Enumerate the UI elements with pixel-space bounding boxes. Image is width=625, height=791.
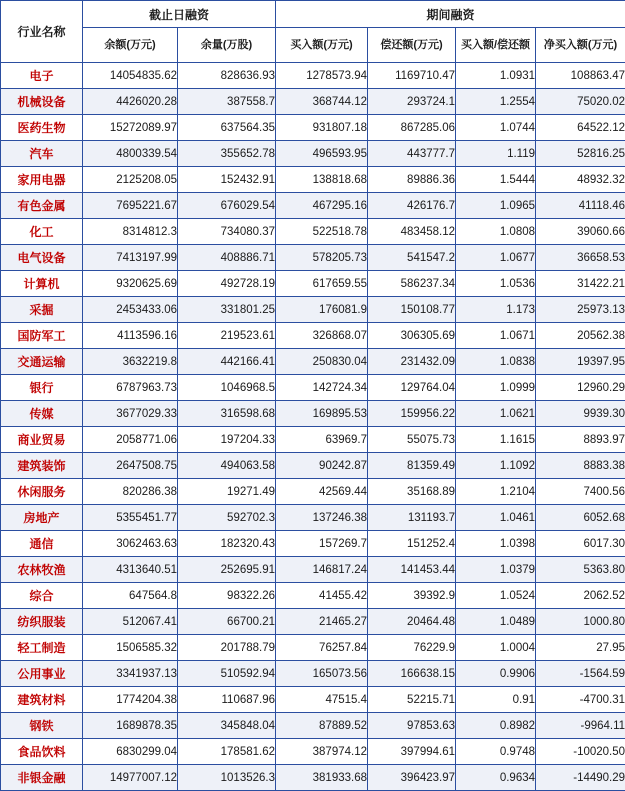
industry-name-cell: 银行 [1, 375, 83, 401]
industry-name-cell: 电气设备 [1, 245, 83, 271]
table-row [1, 193, 625, 219]
buy-repay-ratio-cell: 1.0536 [456, 271, 536, 297]
buy-amount-cell: 63969.7 [276, 427, 368, 453]
balance-wan-yuan-cell: 14054835.62 [83, 63, 178, 89]
table-row [1, 505, 625, 531]
repay-amount-cell: 151252.4 [368, 531, 456, 557]
balance-wan-yuan-cell: 4313640.51 [83, 557, 178, 583]
repay-amount-cell: 52215.71 [368, 687, 456, 713]
buy-amount-cell: 87889.52 [276, 713, 368, 739]
buy-repay-ratio-cell: 0.9634 [456, 765, 536, 791]
table-row [1, 479, 625, 505]
table-row [1, 427, 625, 453]
repay-amount-cell: 97853.63 [368, 713, 456, 739]
balance-wan-yuan-cell: 6830299.04 [83, 739, 178, 765]
table-row [1, 739, 625, 765]
industry-name-cell: 机械设备 [1, 89, 83, 115]
buy-amount-cell: 21465.27 [276, 609, 368, 635]
industry-name-cell: 商业贸易 [1, 427, 83, 453]
net-buy-amount-cell: 27.95 [536, 635, 625, 661]
net-buy-amount-cell: 2062.52 [536, 583, 625, 609]
table-row [1, 297, 625, 323]
balance-wan-yuan-cell: 4800339.54 [83, 141, 178, 167]
table-row [1, 349, 625, 375]
net-buy-amount-cell: 39060.66 [536, 219, 625, 245]
balance-wan-yuan-cell: 3341937.13 [83, 661, 178, 687]
table-row [1, 245, 625, 271]
buy-repay-ratio-cell: 1.1615 [456, 427, 536, 453]
buy-amount-cell: 138818.68 [276, 167, 368, 193]
industry-name-cell: 化工 [1, 219, 83, 245]
buy-amount-cell: 165073.56 [276, 661, 368, 687]
industry-name-cell: 通信 [1, 531, 83, 557]
industry-name-cell: 休闲服务 [1, 479, 83, 505]
industry-name-cell: 公用事业 [1, 661, 83, 687]
table-row [1, 453, 625, 479]
industry-name-cell: 建筑材料 [1, 687, 83, 713]
balance-wan-shares-cell: 510592.94 [178, 661, 276, 687]
table-row [1, 713, 625, 739]
balance-wan-yuan-cell: 15272089.97 [83, 115, 178, 141]
buy-repay-ratio-cell: 1.119 [456, 141, 536, 167]
table-row [1, 635, 625, 661]
industry-name-cell: 交通运输 [1, 349, 83, 375]
repay-amount-cell: 55075.73 [368, 427, 456, 453]
repay-amount-cell: 166638.15 [368, 661, 456, 687]
table-row [1, 219, 625, 245]
table-row [1, 167, 625, 193]
repay-amount-cell: 129764.04 [368, 375, 456, 401]
buy-amount-cell: 90242.87 [276, 453, 368, 479]
buy-repay-ratio-cell: 1.0677 [456, 245, 536, 271]
buy-repay-ratio-cell: 0.8982 [456, 713, 536, 739]
industry-name-cell: 有色金属 [1, 193, 83, 219]
buy-repay-ratio-cell: 1.0999 [456, 375, 536, 401]
balance-wan-yuan-cell: 2058771.06 [83, 427, 178, 453]
balance-wan-shares-cell: 355652.78 [178, 141, 276, 167]
balance-wan-shares-cell: 98322.26 [178, 583, 276, 609]
buy-amount-cell: 387974.12 [276, 739, 368, 765]
buy-repay-ratio-cell: 0.9906 [456, 661, 536, 687]
table-row [1, 687, 625, 713]
table-row [1, 765, 625, 791]
buy-repay-ratio-cell: 1.0004 [456, 635, 536, 661]
buy-amount-cell: 47515.4 [276, 687, 368, 713]
balance-wan-shares-cell: 331801.25 [178, 297, 276, 323]
repay-amount-cell: 159956.22 [368, 401, 456, 427]
net-buy-amount-cell: 75020.02 [536, 89, 625, 115]
industry-name-cell: 国防军工 [1, 323, 83, 349]
industry-name-cell: 医药生物 [1, 115, 83, 141]
repay-amount-cell: 76229.9 [368, 635, 456, 661]
industry-name-cell: 食品饮料 [1, 739, 83, 765]
buy-amount-cell: 169895.53 [276, 401, 368, 427]
buy-amount-cell: 522518.78 [276, 219, 368, 245]
table-row [1, 583, 625, 609]
net-buy-amount-cell: 6052.68 [536, 505, 625, 531]
buy-amount-cell: 326868.07 [276, 323, 368, 349]
header-balance-wan-shares: 余量(万股) [178, 28, 276, 63]
balance-wan-shares-cell: 66700.21 [178, 609, 276, 635]
buy-repay-ratio-cell: 1.5444 [456, 167, 536, 193]
balance-wan-shares-cell: 1013526.3 [178, 765, 276, 791]
balance-wan-yuan-cell: 2125208.05 [83, 167, 178, 193]
table-row [1, 609, 625, 635]
table-body [1, 63, 625, 791]
buy-amount-cell: 931807.18 [276, 115, 368, 141]
repay-amount-cell: 39392.9 [368, 583, 456, 609]
buy-repay-ratio-cell: 1.0461 [456, 505, 536, 531]
repay-amount-cell: 141453.44 [368, 557, 456, 583]
buy-amount-cell: 142724.34 [276, 375, 368, 401]
net-buy-amount-cell: -4700.31 [536, 687, 625, 713]
repay-amount-cell: 483458.12 [368, 219, 456, 245]
header-buy-amount: 买入额(万元) [276, 28, 368, 63]
table-row [1, 89, 625, 115]
balance-wan-shares-cell: 182320.43 [178, 531, 276, 557]
industry-name-cell: 非银金融 [1, 765, 83, 791]
repay-amount-cell: 586237.34 [368, 271, 456, 297]
industry-name-cell: 建筑装饰 [1, 453, 83, 479]
table-row [1, 141, 625, 167]
balance-wan-yuan-cell: 14977007.12 [83, 765, 178, 791]
table-row [1, 271, 625, 297]
industry-name-cell: 传媒 [1, 401, 83, 427]
buy-repay-ratio-cell: 1.2554 [456, 89, 536, 115]
buy-amount-cell: 368744.12 [276, 89, 368, 115]
net-buy-amount-cell: -10020.50 [536, 739, 625, 765]
header-repay-amount: 偿还额(万元) [368, 28, 456, 63]
buy-amount-cell: 176081.9 [276, 297, 368, 323]
balance-wan-shares-cell: 197204.33 [178, 427, 276, 453]
industry-name-cell: 房地产 [1, 505, 83, 531]
buy-amount-cell: 42569.44 [276, 479, 368, 505]
buy-amount-cell: 467295.16 [276, 193, 368, 219]
balance-wan-shares-cell: 152432.91 [178, 167, 276, 193]
balance-wan-shares-cell: 110687.96 [178, 687, 276, 713]
table-row [1, 557, 625, 583]
net-buy-amount-cell: -9964.11 [536, 713, 625, 739]
balance-wan-yuan-cell: 7695221.67 [83, 193, 178, 219]
buy-amount-cell: 137246.38 [276, 505, 368, 531]
buy-repay-ratio-cell: 1.0931 [456, 63, 536, 89]
balance-wan-shares-cell: 19271.49 [178, 479, 276, 505]
balance-wan-yuan-cell: 1506585.32 [83, 635, 178, 661]
industry-name-cell: 家用电器 [1, 167, 83, 193]
buy-amount-cell: 250830.04 [276, 349, 368, 375]
buy-amount-cell: 76257.84 [276, 635, 368, 661]
net-buy-amount-cell: 1000.80 [536, 609, 625, 635]
repay-amount-cell: 396423.97 [368, 765, 456, 791]
net-buy-amount-cell: 20562.38 [536, 323, 625, 349]
net-buy-amount-cell: 41118.46 [536, 193, 625, 219]
balance-wan-shares-cell: 316598.68 [178, 401, 276, 427]
balance-wan-yuan-cell: 7413197.99 [83, 245, 178, 271]
balance-wan-shares-cell: 676029.54 [178, 193, 276, 219]
header-net-buy-amount: 净买入额(万元) [536, 28, 625, 63]
net-buy-amount-cell: 25973.13 [536, 297, 625, 323]
buy-repay-ratio-cell: 1.0489 [456, 609, 536, 635]
industry-name-cell: 采掘 [1, 297, 83, 323]
table-row [1, 323, 625, 349]
buy-repay-ratio-cell: 1.1092 [456, 453, 536, 479]
repay-amount-cell: 397994.61 [368, 739, 456, 765]
balance-wan-shares-cell: 734080.37 [178, 219, 276, 245]
balance-wan-shares-cell: 387558.7 [178, 89, 276, 115]
repay-amount-cell: 35168.89 [368, 479, 456, 505]
balance-wan-yuan-cell: 6787963.73 [83, 375, 178, 401]
table-row [1, 375, 625, 401]
industry-name-cell: 纺织服装 [1, 609, 83, 635]
repay-amount-cell: 131193.7 [368, 505, 456, 531]
header-sub-row [1, 28, 625, 63]
balance-wan-yuan-cell: 4113596.16 [83, 323, 178, 349]
buy-repay-ratio-cell: 1.0744 [456, 115, 536, 141]
buy-repay-ratio-cell: 0.91 [456, 687, 536, 713]
net-buy-amount-cell: 36658.53 [536, 245, 625, 271]
balance-wan-shares-cell: 252695.91 [178, 557, 276, 583]
buy-repay-ratio-cell: 1.0621 [456, 401, 536, 427]
buy-repay-ratio-cell: 1.0838 [456, 349, 536, 375]
buy-repay-ratio-cell: 1.0524 [456, 583, 536, 609]
net-buy-amount-cell: 8893.97 [536, 427, 625, 453]
balance-wan-yuan-cell: 512067.41 [83, 609, 178, 635]
net-buy-amount-cell: 31422.21 [536, 271, 625, 297]
buy-amount-cell: 41455.42 [276, 583, 368, 609]
balance-wan-shares-cell: 1046968.5 [178, 375, 276, 401]
header-industry-name: 行业名称 [1, 1, 83, 63]
buy-repay-ratio-cell: 1.0671 [456, 323, 536, 349]
header-group-row [1, 1, 625, 28]
buy-amount-cell: 578205.73 [276, 245, 368, 271]
net-buy-amount-cell: -1564.59 [536, 661, 625, 687]
industry-name-cell: 钢铁 [1, 713, 83, 739]
table-row [1, 661, 625, 687]
repay-amount-cell: 150108.77 [368, 297, 456, 323]
buy-amount-cell: 1278573.94 [276, 63, 368, 89]
header-group-closing-margin: 截止日融资 [83, 1, 276, 28]
balance-wan-shares-cell: 178581.62 [178, 739, 276, 765]
repay-amount-cell: 81359.49 [368, 453, 456, 479]
balance-wan-shares-cell: 828636.93 [178, 63, 276, 89]
balance-wan-yuan-cell: 2453433.06 [83, 297, 178, 323]
repay-amount-cell: 306305.69 [368, 323, 456, 349]
net-buy-amount-cell: 64522.12 [536, 115, 625, 141]
buy-repay-ratio-cell: 0.9748 [456, 739, 536, 765]
balance-wan-shares-cell: 494063.58 [178, 453, 276, 479]
industry-name-cell: 综合 [1, 583, 83, 609]
balance-wan-yuan-cell: 647564.8 [83, 583, 178, 609]
net-buy-amount-cell: 48932.32 [536, 167, 625, 193]
industry-name-cell: 电子 [1, 63, 83, 89]
balance-wan-yuan-cell: 3632219.8 [83, 349, 178, 375]
balance-wan-yuan-cell: 5355451.77 [83, 505, 178, 531]
header-balance-wan-yuan: 余额(万元) [83, 28, 178, 63]
industry-name-cell: 计算机 [1, 271, 83, 297]
net-buy-amount-cell: 5363.80 [536, 557, 625, 583]
repay-amount-cell: 231432.09 [368, 349, 456, 375]
header-buy-repay-ratio: 买入额/偿还额 [456, 28, 536, 63]
balance-wan-shares-cell: 201788.79 [178, 635, 276, 661]
balance-wan-shares-cell: 345848.04 [178, 713, 276, 739]
buy-repay-ratio-cell: 1.173 [456, 297, 536, 323]
buy-repay-ratio-cell: 1.0965 [456, 193, 536, 219]
table-row [1, 115, 625, 141]
balance-wan-yuan-cell: 8314812.3 [83, 219, 178, 245]
buy-amount-cell: 157269.7 [276, 531, 368, 557]
balance-wan-yuan-cell: 820286.38 [83, 479, 178, 505]
repay-amount-cell: 867285.06 [368, 115, 456, 141]
balance-wan-shares-cell: 492728.19 [178, 271, 276, 297]
repay-amount-cell: 426176.7 [368, 193, 456, 219]
industry-name-cell: 汽车 [1, 141, 83, 167]
buy-amount-cell: 381933.68 [276, 765, 368, 791]
balance-wan-shares-cell: 408886.71 [178, 245, 276, 271]
net-buy-amount-cell: 7400.56 [536, 479, 625, 505]
balance-wan-yuan-cell: 2647508.75 [83, 453, 178, 479]
buy-amount-cell: 617659.55 [276, 271, 368, 297]
balance-wan-yuan-cell: 9320625.69 [83, 271, 178, 297]
repay-amount-cell: 89886.36 [368, 167, 456, 193]
balance-wan-shares-cell: 637564.35 [178, 115, 276, 141]
buy-repay-ratio-cell: 1.2104 [456, 479, 536, 505]
balance-wan-shares-cell: 219523.61 [178, 323, 276, 349]
repay-amount-cell: 293724.1 [368, 89, 456, 115]
industry-name-cell: 农林牧渔 [1, 557, 83, 583]
repay-amount-cell: 541547.2 [368, 245, 456, 271]
net-buy-amount-cell: 6017.30 [536, 531, 625, 557]
buy-repay-ratio-cell: 1.0379 [456, 557, 536, 583]
net-buy-amount-cell: 9939.30 [536, 401, 625, 427]
balance-wan-yuan-cell: 3677029.33 [83, 401, 178, 427]
table-row [1, 531, 625, 557]
net-buy-amount-cell: -14490.29 [536, 765, 625, 791]
buy-repay-ratio-cell: 1.0398 [456, 531, 536, 557]
net-buy-amount-cell: 108863.47 [536, 63, 625, 89]
net-buy-amount-cell: 8883.38 [536, 453, 625, 479]
header-group-period-margin: 期间融资 [276, 1, 625, 28]
balance-wan-yuan-cell: 1774204.38 [83, 687, 178, 713]
buy-amount-cell: 146817.24 [276, 557, 368, 583]
net-buy-amount-cell: 19397.95 [536, 349, 625, 375]
balance-wan-shares-cell: 592702.3 [178, 505, 276, 531]
buy-amount-cell: 496593.95 [276, 141, 368, 167]
buy-repay-ratio-cell: 1.0808 [456, 219, 536, 245]
balance-wan-yuan-cell: 3062463.63 [83, 531, 178, 557]
balance-wan-shares-cell: 442166.41 [178, 349, 276, 375]
balance-wan-yuan-cell: 1689878.35 [83, 713, 178, 739]
industry-name-cell: 轻工制造 [1, 635, 83, 661]
net-buy-amount-cell: 12960.29 [536, 375, 625, 401]
balance-wan-yuan-cell: 4426020.28 [83, 89, 178, 115]
table-row [1, 401, 625, 427]
net-buy-amount-cell: 52816.25 [536, 141, 625, 167]
table-row [1, 63, 625, 89]
repay-amount-cell: 443777.7 [368, 141, 456, 167]
repay-amount-cell: 1169710.47 [368, 63, 456, 89]
repay-amount-cell: 20464.48 [368, 609, 456, 635]
table-header [1, 1, 625, 63]
